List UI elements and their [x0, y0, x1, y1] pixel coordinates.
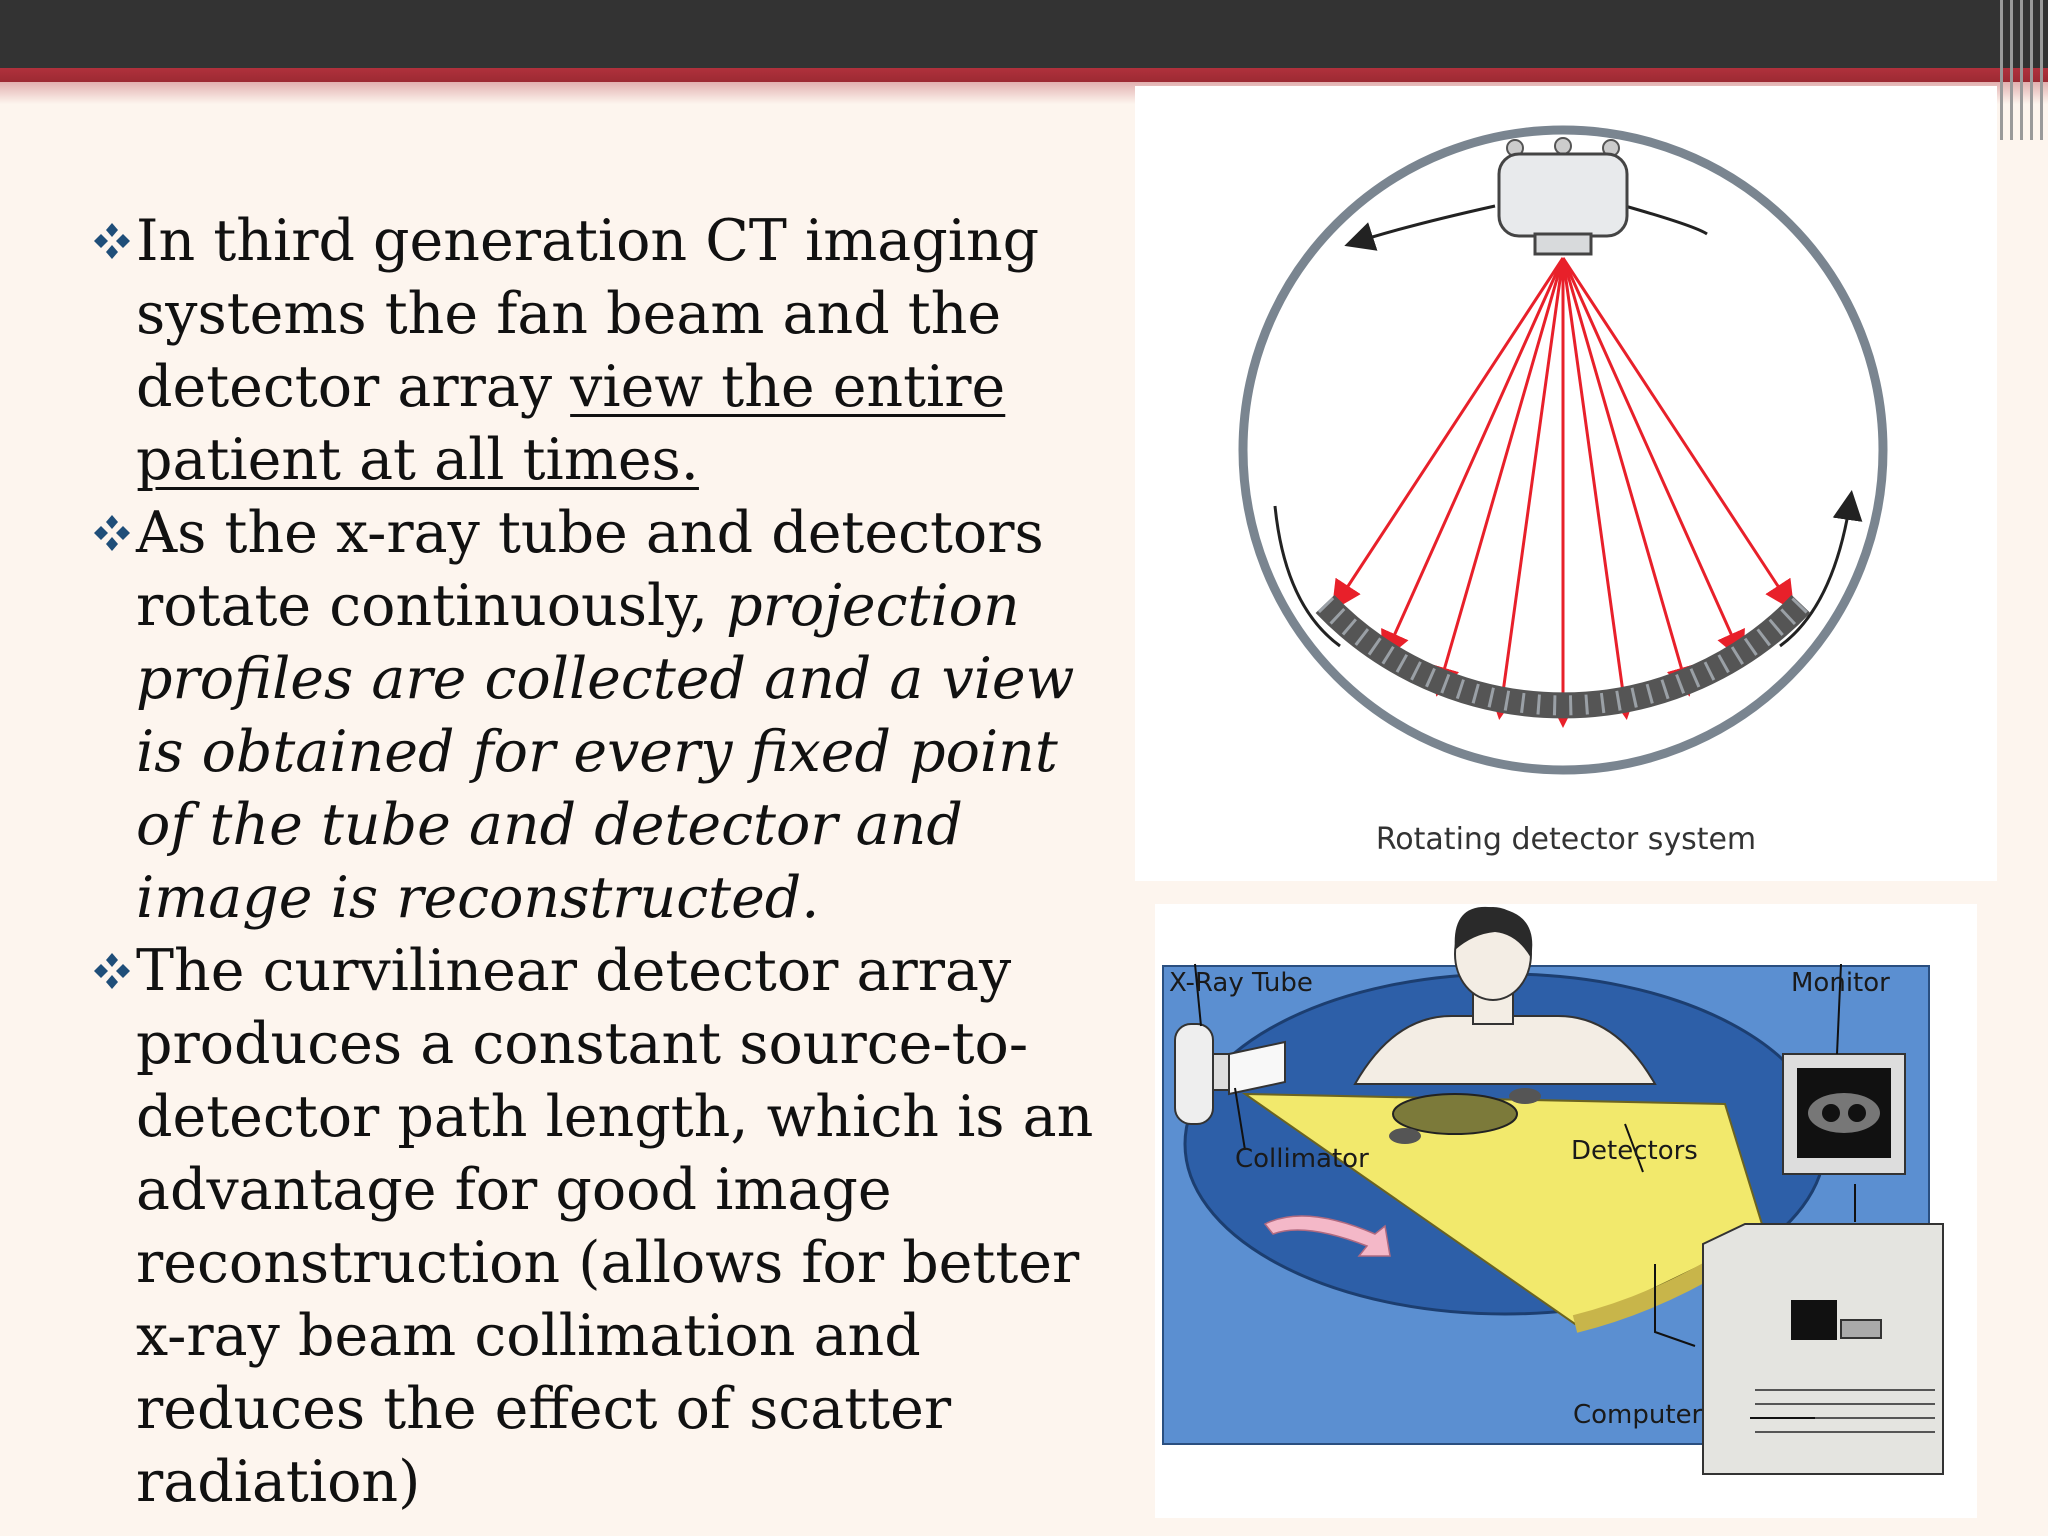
computer	[1703, 1224, 1943, 1474]
bullet-item-1	[92, 205, 1122, 497]
label-detectors: Detectors	[1571, 1136, 1698, 1166]
monitor	[1783, 1054, 1905, 1174]
figure-1-caption: Rotating detector system	[1375, 822, 1757, 857]
bullet-list	[92, 205, 1122, 1519]
corner-decoration	[1996, 0, 2048, 140]
title-bar	[0, 0, 2048, 68]
four-diamond-bullet-icon	[92, 951, 132, 991]
bullet-2-text: As the x-ray tube and detectors rotate continuously,	[136, 500, 1044, 639]
four-diamond-bullet-icon	[92, 221, 132, 261]
label-computer: Computer	[1573, 1400, 1703, 1430]
rotating-detector-diagram	[1135, 86, 1997, 806]
accent-band	[0, 68, 2048, 82]
rotation-arrow-left	[1350, 206, 1495, 244]
bullet-3-text: The curvilinear detector array produces a constant source-to-detector path length, which is an advantage for good image reconstruction (allows for better x-ray beam collimation and reduces the effect of scatter radiation)	[136, 938, 1094, 1515]
bullet-1-text: In third generation CT imaging systems the fan beam and the detector array	[136, 208, 1040, 420]
label-collimator: Collimator	[1235, 1144, 1369, 1174]
bullet-2-italic-text: projection profiles are collected and a view is obtained for every fixed point of the tube and detector and image is reconstructed.	[136, 573, 1075, 931]
label-monitor: Monitor	[1791, 968, 1890, 998]
rotating-detector-figure	[1135, 86, 1997, 881]
bullet-item-3	[92, 935, 1122, 1519]
xray-tube	[1499, 138, 1627, 254]
ct-system-figure	[1155, 904, 1977, 1518]
bullet-1-underlined-text: view the entire patient at all times.	[136, 354, 1006, 493]
bullet-item-2	[92, 497, 1122, 935]
four-diamond-bullet-icon	[92, 513, 132, 553]
label-xray-tube: X-Ray Tube	[1169, 968, 1313, 998]
